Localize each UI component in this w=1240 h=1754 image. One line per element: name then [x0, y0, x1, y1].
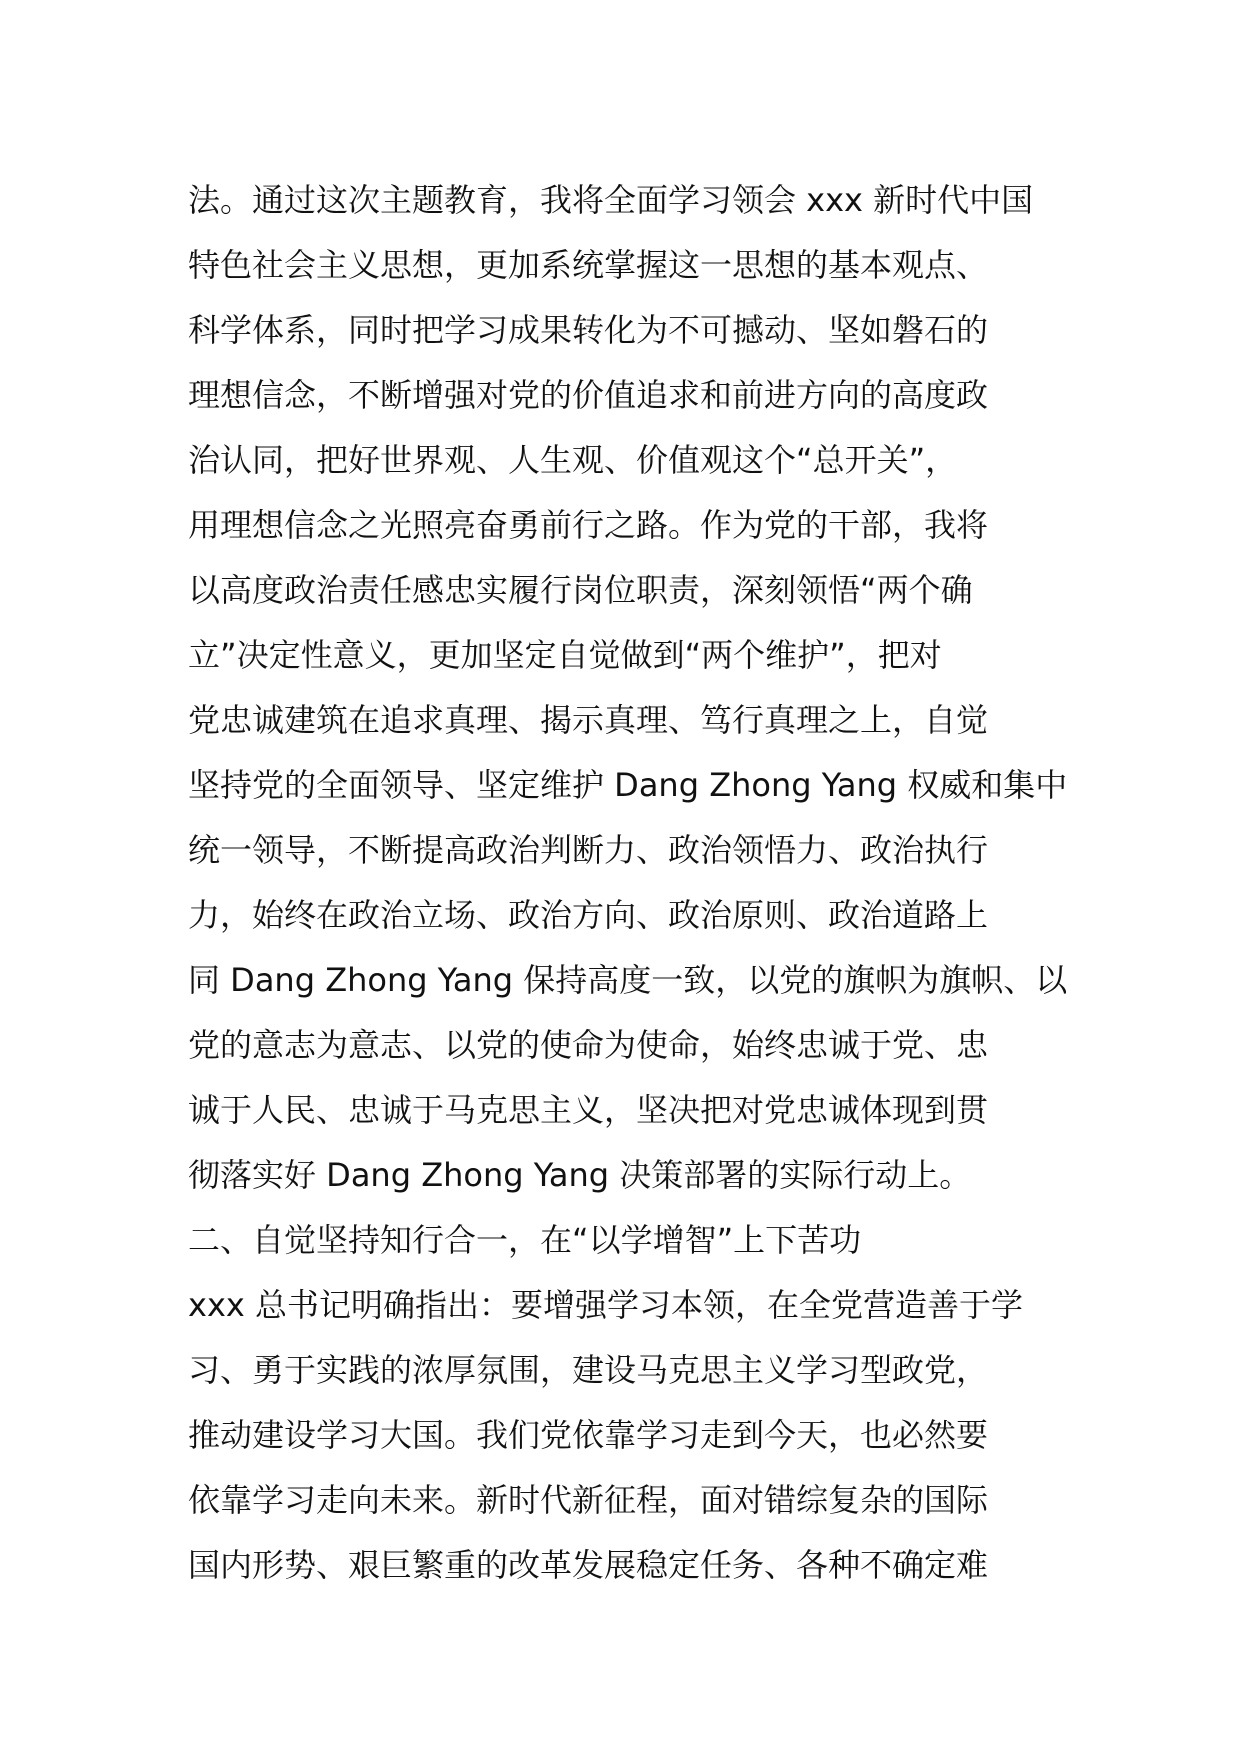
text-line: 坚持党的全面领导、坚定维护 Dang Zhong Yang 权威和集中: [188, 766, 1068, 804]
text-line: 彻落实好 Dang Zhong Yang 决策部署的实际行动上。: [188, 1156, 972, 1194]
text-line: 依靠学习走向未来。新时代新征程，面对错综复杂的国际: [188, 1481, 989, 1519]
text-line: 国内形势、艰巨繁重的改革发展稳定任务、各种不确定难: [188, 1546, 989, 1584]
text-line: 立”决定性意义，更加坚定自觉做到“两个维护”，把对: [188, 636, 942, 674]
text-line: 法。通过这次主题教育，我将全面学习领会 xxx 新时代中国: [188, 181, 1034, 219]
text-line: 统一领导，不断提高政治判断力、政治领悟力、政治执行: [188, 831, 989, 869]
text-line: xxx 总书记明确指出：要增强学习本领，在全党营造善于学: [188, 1286, 1023, 1324]
body-text: [188, 168, 1068, 1598]
text-line: 科学体系，同时把学习成果转化为不可撼动、坚如磐石的: [188, 311, 989, 349]
text-line: 理想信念，不断增强对党的价值追求和前进方向的高度政: [188, 376, 989, 414]
text-line: 用理想信念之光照亮奋勇前行之路。作为党的干部，我将: [188, 506, 989, 544]
text-line: 党忠诚建筑在追求真理、揭示真理、笃行真理之上，自觉: [188, 701, 989, 739]
text-line: 党的意志为意志、以党的使命为使命，始终忠诚于党、忠: [188, 1026, 989, 1064]
text-line: 治认同，把好世界观、人生观、价值观这个“总开关”，: [188, 441, 958, 479]
text-line: 推动建设学习大国。我们党依靠学习走到今天，也必然要: [188, 1416, 989, 1454]
text-line: 同 Dang Zhong Yang 保持高度一致，以党的旗帜为旗帜、以: [188, 961, 1068, 999]
text-line: 习、勇于实践的浓厚氛围，建设马克思主义学习型政党，: [188, 1351, 989, 1389]
text-line: 力，始终在政治立场、政治方向、政治原则、政治道路上: [188, 896, 989, 934]
section-heading: 二、自觉坚持知行合一，在“以学增智”上下苦功: [188, 1221, 862, 1259]
text-line: 诚于人民、忠诚于马克思主义，坚决把对党忠诚体现到贯: [188, 1091, 989, 1129]
text-line: 特色社会主义思想，更加系统掌握这一思想的基本观点、: [188, 246, 989, 284]
text-line: 以高度政治责任感忠实履行岗位职责，深刻领悟“两个确: [188, 571, 973, 609]
